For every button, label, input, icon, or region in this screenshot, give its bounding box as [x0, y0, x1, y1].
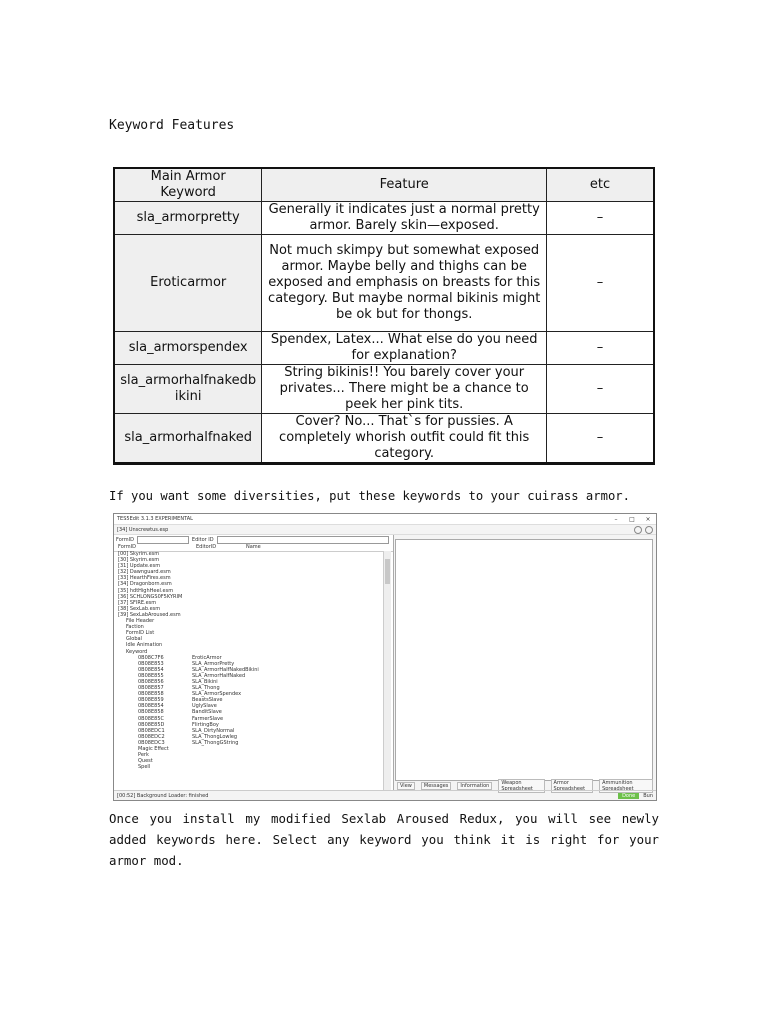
status-text: [00:52] Background Loader: finished: [117, 792, 209, 799]
column-name[interactable]: Name: [246, 544, 261, 550]
tree-row-editorid: FarmerSlave: [192, 715, 224, 722]
tree-row-id: 0B08E85D: [138, 721, 165, 728]
keyword-cell: sla_armorhalfnakedbikini: [114, 365, 262, 414]
navigation-pane: [114, 535, 394, 791]
tree-row-editorid: SLA_ArmorPretty: [192, 660, 235, 667]
close-icon[interactable]: ×: [645, 515, 651, 523]
tree-row-id: [38] SexLab.esm: [118, 605, 161, 612]
tab-information[interactable]: Information: [457, 782, 492, 790]
feature-cell: Not much skimpy but somewhat exposed armor. Maybe belly and thighs can be exposed and emphasis on breasts for this category. But maybe normal bikinis might be ok but for thongs.: [262, 235, 547, 332]
tree-row-id: 0B08EDC1: [138, 727, 165, 734]
keyword-cell: sla_armorhalfnaked: [114, 414, 262, 464]
etc-cell: –: [547, 202, 654, 235]
tree-row-id: File Header: [126, 618, 155, 625]
column-formid[interactable]: FormID: [118, 544, 136, 550]
header-feature: Feature: [262, 168, 547, 202]
instruction-paragraph: If you want some diversities, put these keywords to your cuirass armor.: [109, 489, 630, 503]
tree-row-id: Quest: [138, 758, 153, 765]
tree-row-id: 0B08E854: [138, 703, 164, 710]
tree-row-editorid: SLA_Bikini: [192, 678, 218, 685]
tab-messages[interactable]: Messages: [421, 782, 452, 790]
tree-row-id: Perk: [138, 752, 149, 759]
tes5edit-screenshot: [113, 513, 657, 801]
tree-row-id: Spell: [138, 764, 151, 771]
table-header-row: [114, 168, 654, 202]
tree-row-editorid: SLA_ArmorHalfNaked: [192, 672, 246, 679]
tab-armor-spreadsheet[interactable]: Armor Spreadsheet: [551, 779, 594, 793]
formid-input[interactable]: [137, 536, 189, 544]
table-row: [114, 202, 654, 235]
section-heading: Keyword Features: [109, 118, 235, 133]
tree-row-id: [34] Dragonborn.esm: [118, 581, 172, 588]
feature-cell: Spendex, Latex... What else do you need for explanation?: [262, 332, 547, 365]
tree-row-editorid: SLA_ArmorHalfNakedBikini: [192, 666, 259, 673]
tab-ammunition-spreadsheet[interactable]: Ammunition Spreadsheet: [599, 779, 653, 793]
feature-cell: Generally it indicates just a normal pretty armor. Barely skin—exposed.: [262, 202, 547, 235]
tree-row-id: 0B08C7F6: [138, 654, 164, 661]
tree-row-id: [30] Skyrim.esm: [118, 557, 160, 564]
tree-row-id: Magic Effect: [138, 746, 169, 752]
back-icon[interactable]: [634, 526, 642, 534]
tree-row-id: [00] Skyrim.esm: [118, 551, 160, 557]
tree-scrollbar[interactable]: [383, 551, 391, 791]
tab-weapon-spreadsheet[interactable]: Weapon Spreadsheet: [498, 779, 544, 793]
editorid-input[interactable]: [217, 536, 389, 544]
tree-row[interactable]: [116, 764, 381, 770]
column-editorid[interactable]: EditorID: [196, 544, 217, 550]
tree-row-id: 0B08E853: [138, 660, 164, 667]
tree-row-editorid: FlirtingBoy: [192, 721, 219, 728]
tree-row-editorid: UglySlave: [192, 703, 217, 710]
tree-row-id: FormID List: [126, 630, 155, 637]
forward-icon[interactable]: [645, 526, 653, 534]
tree-row-id: [39] SexLabAroused.esm: [118, 611, 181, 618]
path-text: [34] Unscrewtus.esp: [117, 526, 169, 533]
tree-row-editorid: SLA_ThongGString: [192, 739, 239, 746]
tree-row-editorid: BeastsSlave: [192, 697, 223, 704]
tree-row-id: [32] Dawnguard.esm: [118, 569, 171, 576]
feature-cell: String bikinis!! You barely cover your privates... There might be a chance to peek her pink tits.: [262, 365, 547, 414]
tree-row-editorid: EroticArmor: [192, 654, 222, 661]
tab-view[interactable]: View: [397, 782, 415, 790]
tree-row-id: 0B08EDC2: [138, 733, 165, 740]
feature-cell: Cover? No... That`s for pussies. A completely whorish outfit could fit this category.: [262, 414, 547, 464]
tree-row-id: [33] HearthFires.esm: [118, 575, 171, 582]
tree-row-id: 0B08E85C: [138, 715, 164, 722]
keyword-table: [113, 167, 655, 465]
header-keyword: Main Armor Keyword: [114, 168, 262, 202]
window-titlebar: [114, 514, 656, 525]
etc-cell: –: [547, 332, 654, 365]
tree-row-id: 0B08E854: [138, 666, 164, 673]
tree-row-id: [31] Update.esm: [118, 563, 161, 570]
status-right: Bun: [643, 792, 653, 799]
view-pane: [395, 539, 653, 781]
maximize-icon[interactable]: □: [629, 515, 635, 523]
etc-cell: –: [547, 414, 654, 464]
tree-row-editorid: SLA_ThongLowleg: [192, 733, 238, 740]
filter-row: [114, 535, 393, 544]
editorid-label: Editor ID: [191, 536, 214, 543]
tree-row-editorid: SLA_DirtyNormal: [192, 727, 235, 734]
tree-row-id: Keyword: [126, 648, 148, 655]
formid-label: FormID: [116, 536, 134, 543]
header-etc: etc: [547, 168, 654, 202]
status-button[interactable]: Done: [618, 793, 639, 799]
etc-cell: –: [547, 235, 654, 332]
record-tree: [116, 551, 381, 770]
tree-row-id: 0B08E858: [138, 709, 164, 716]
table-row: [114, 235, 654, 332]
scroll-thumb[interactable]: [385, 559, 390, 584]
table-row: [114, 414, 654, 464]
tree-row-id: Idle Animation: [126, 642, 163, 649]
tree-row-id: 0B08E859: [138, 697, 164, 704]
keyword-cell: sla_armorspendex: [114, 332, 262, 365]
status-bar: [114, 790, 656, 800]
keyword-cell: sla_armorpretty: [114, 202, 262, 235]
tree-row-id: Global: [126, 636, 142, 643]
tree-row-id: 0B08EDC3: [138, 739, 165, 746]
table-row: [114, 365, 654, 414]
tree-row-id: 0B08E856: [138, 678, 164, 685]
tree-row-id: 0B08E855: [138, 672, 164, 679]
tree-row-id: [35] hdtHighHeel.esm: [118, 587, 174, 594]
window-title: TES5Edit 3.1.3 EXPERIMENTAL: [117, 516, 193, 522]
install-paragraph: Once you install my modified Sexlab Aroused Redux, you will see newly added keywords here. Select any keyword you think it is right for your armor mod.: [109, 811, 659, 868]
tree-row-id: [37] SFIRE.esm: [118, 599, 157, 606]
etc-cell: –: [547, 365, 654, 414]
keyword-cell: Eroticarmor: [114, 235, 262, 332]
tree-row-editorid: SLA_Thong: [192, 685, 220, 692]
tree-row-id: Faction: [126, 624, 144, 631]
tree-row-id: [36] SCHLONGS0F5KYRIM: [118, 593, 183, 600]
table-row: [114, 332, 654, 365]
minimize-icon[interactable]: –: [614, 515, 618, 523]
tree-row-editorid: SLA_ArmorSpendex: [192, 691, 242, 698]
tree-row-editorid: BanditSlave: [192, 709, 222, 716]
tree-row-id: 0B08E858: [138, 691, 164, 698]
tree-row-id: 0B08E857: [138, 685, 164, 692]
path-bar: [114, 525, 656, 535]
